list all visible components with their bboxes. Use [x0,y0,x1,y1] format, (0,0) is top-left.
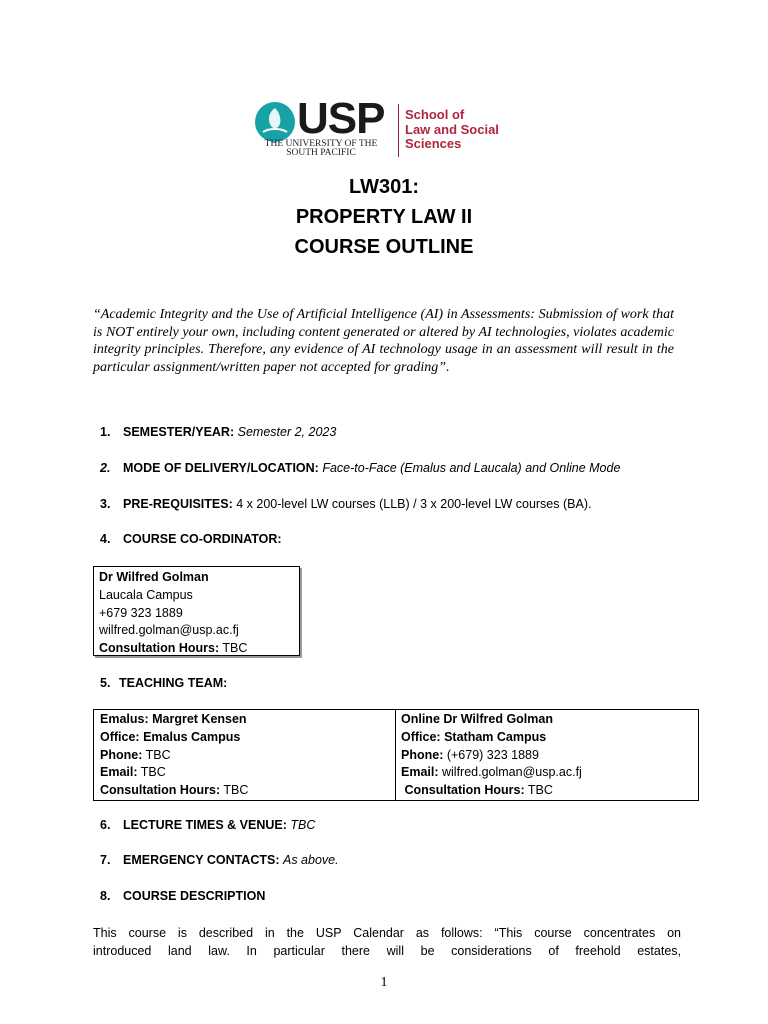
coordinator-email: wilfred.golman@usp.ac.fj [99,623,239,638]
coordinator-campus: Laucala Campus [99,587,193,602]
course-code-title: LW301: [348,176,420,198]
teaching-team-heading: 5. TEACHING TEAM: [100,676,228,690]
coordinator-heading: 4. COURSE CO-ORDINATOR: [100,532,282,546]
usp-logo [255,94,525,160]
course-description-heading: 8. COURSE DESCRIPTION [100,889,266,903]
logo-usp-text: USP [297,94,385,143]
team-member-online: Online Dr Wilfred Golman Office: Statham Campus Phone: (+679) 323 1889 Email: wilfred.golman@usp.ac.fj Consultation Hours: TBC [401,712,582,798]
course-outline-title: COURSE OUTLINE [294,236,474,258]
coordinator-name: Dr Wilfred Golman [99,570,209,584]
mode-item: 2. MODE OF DELIVERY/LOCATION: Face-to-Face (Emalus and Laucala) and Online Mode [100,461,621,475]
academic-integrity-notice: “Academic Integrity and the Use of Artificial Intelligence (AI) in Assessments: Submission of work that is NOT entirely your own, including content generated or altered by AI technologies, violates academic integrity principles. Therefore, any evidence of AI technology usage in an assessment will result in the particular assignment/written paper not accepted for grading”. [93,307,674,375]
course-name-title: PROPERTY LAW II [295,206,473,228]
coordinator-phone: +679 323 1889 [99,605,183,620]
usp-emblem-icon [255,102,295,142]
semester-item: 1. SEMESTER/YEAR: Semester 2, 2023 [100,425,337,439]
coordinator-box [93,566,300,656]
emergency-contacts-item: 7. EMERGENCY CONTACTS: As above. [100,853,339,867]
page-number: 1 [380,975,388,990]
team-member-emalus: Emalus: Margret Kensen Office: Emalus Campus Phone: TBC Email: TBC Consultation Hours: TBC [94,710,396,800]
course-description-text: This course is described in the USP Calendar as follows: “This course concentrates on introduced land law. In particular there will be considerations of freehold estates, [93,926,681,958]
logo-university-name: THE UNIVERSITY OF THE SOUTH PACIFIC [264,139,378,158]
logo-divider [398,104,399,157]
coordinator-hours: Consultation Hours: TBC [99,641,248,656]
logo-school-name: School of Law and Social Sciences [405,107,499,151]
lecture-times-item: 6. LECTURE TIMES & VENUE: TBC [100,818,316,832]
prerequisites-item: 3. PRE-REQUISITES: 4 x 200-level LW courses (LLB) / 3 x 200-level LW courses (BA). [100,497,592,511]
teaching-team-table [93,709,699,801]
